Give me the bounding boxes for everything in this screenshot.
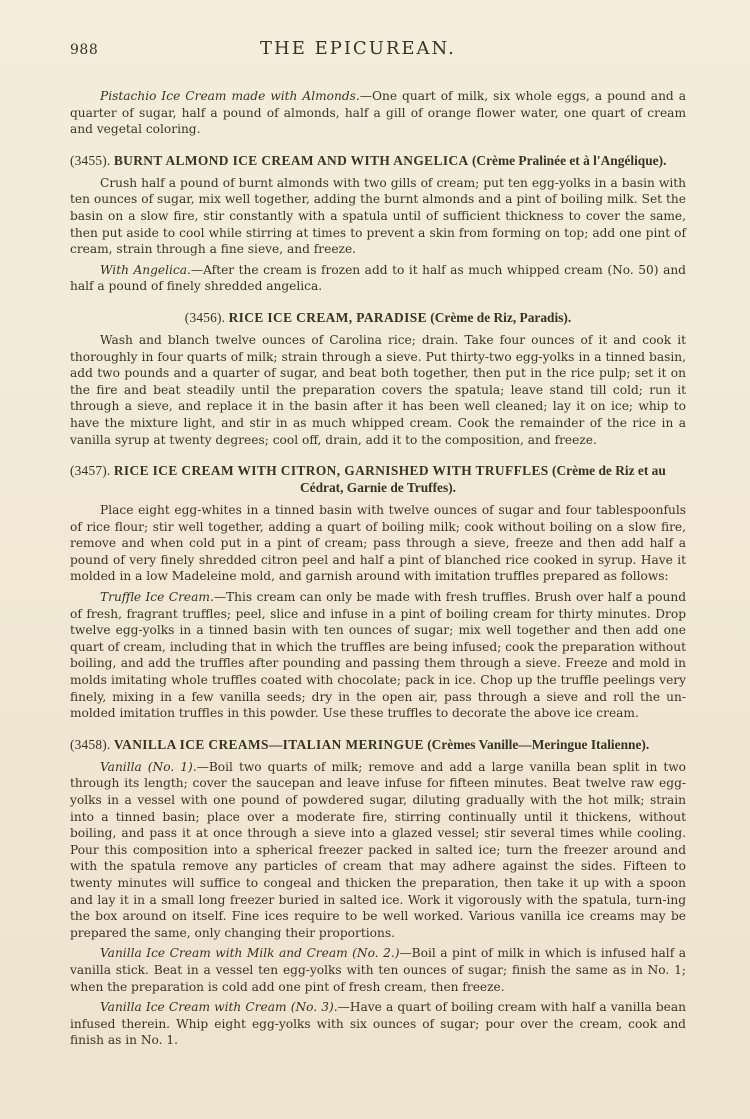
paragraph-text: —Have a quart of boiling cream with half a vanilla bean infused therein. Whip eight egg-yolks with six ounces of sugar; pour over the cream, cook and finish as in No. 1. — [70, 1000, 686, 1048]
intro-paragraph — [70, 88, 686, 138]
recipe-french-title: (Crème de Riz et au — [552, 463, 666, 479]
recipe-3455 — [70, 152, 686, 295]
recipe-title: RICE ICE CREAM WITH CITRON, GARNISHED WITH TRUFFLES — [113, 463, 549, 479]
recipe-french-title-continued: Cédrat, Garnie de Truffes). — [299, 480, 457, 496]
recipe-heading — [70, 462, 686, 496]
paragraph-lead: Vanilla Ice Cream with Cream (No. 3). — [100, 1000, 338, 1015]
recipe-number: (3457). — [70, 463, 111, 479]
paragraph-text: —This cream can only be made with fresh truffles. Brush over half a pound of fresh, fragrant truffles; peel, slice and infuse in a pint of boiling cream for thirty minutes. Drop twelve egg-yolks in a tinned basin with ten ounces of sugar; mix well together and then add one quart of cream, including that in which the truffles are being infused; cook the preparation without boiling, and add the truffles after pounding and passing them through a sieve. Freeze and mold in molds imitating whole truffles coated with chocolate; pack in ice. Chop up the truffle peelings very finely, mixing in a few vanilla seeds; dry in the open air, pass through a sieve and roll the un-molded imitation truffles in this powder. Use these truffles to decorate the above ice cream. — [70, 590, 686, 721]
recipe-paragraph — [70, 175, 686, 258]
recipe-paragraph — [70, 332, 686, 448]
recipe-3457 — [70, 462, 686, 722]
paragraph-lead: Vanilla Ice Cream with Milk and Cream (No. 2.) — [100, 946, 400, 961]
recipe-french-title: (Crème de Riz, Paradis). — [430, 309, 572, 325]
recipe-title: VANILLA ICE CREAMS—ITALIAN MERINGUE — [113, 736, 424, 752]
paragraph-text: —After the cream is frozen add to it half as much whipped cream (No. 50) and half a pound of finely shredded angelica. — [70, 262, 686, 294]
recipe-paragraph — [70, 502, 686, 585]
paragraph-text: —Boil a pint of milk in which is infused half a vanilla stick. Beat in a vessel ten egg-yolks with ten ounces of sugar; finish the same as in No. 1; when the preparation is cold add one pint of fresh cream, then freeze. — [70, 946, 686, 994]
recipe-paragraph — [70, 759, 686, 942]
recipe-paragraph — [70, 945, 686, 995]
paragraph-text: Wash and blanch twelve ounces of Carolina rice; drain. Take four ounces of it and cook it thoroughly in four quarts of milk; strain through a sieve. Put thirty-two egg-yolks in a tinned basin, add two pounds and a quarter of sugar, and beat both together, then put in the rice pulp; set it on the fire and beat steadily until the preparation covers the spatula; leave stand till cold; run it through a sieve, and replace it in the basin after it has been well cleaned; lay it on ice; whip to have the mixture light, and stir in as much whipped cream. Cook the remainder of the rice in a vanilla syrup at twenty degrees; cool off, drain, add it to the composition, and freeze. — [70, 332, 686, 447]
recipe-title: BURNT ALMOND ICE CREAM AND WITH ANGELICA — [113, 152, 469, 168]
recipe-paragraph — [70, 262, 686, 295]
page-number: 988 — [70, 42, 99, 58]
recipe-number: (3458). — [70, 736, 111, 752]
intro-lead: Pistachio Ice Cream made with Almonds. — [100, 89, 360, 103]
paragraph-lead: Vanilla (No. 1). — [100, 759, 197, 774]
running-title: THE EPICUREAN. — [260, 38, 456, 59]
recipe-3458 — [70, 736, 686, 1049]
paragraph-lead: Truffle Ice Cream. — [100, 590, 214, 605]
recipe-title: RICE ICE CREAM, PARADISE — [228, 309, 427, 325]
page-header — [70, 38, 686, 68]
recipe-number: (3456). — [184, 309, 226, 325]
recipe-heading — [70, 309, 686, 326]
recipe-french-title: (Crèmes Vanille—Meringue Italienne). — [427, 736, 650, 752]
paragraph-lead: With Angelica. — [100, 262, 191, 277]
recipe-paragraph — [70, 999, 686, 1049]
paragraph-text: Place eight egg-whites in a tinned basin with twelve ounces of sugar and four tablespoonfuls of rice flour; stir well together, adding a quart of boiling milk; cook without boiling on a slow fire, remove and when cold put in a pint of cream; pass through a sieve, freeze and then add half a pound of very finely shredded citron peel and half a pint of blanched rice cooked in syrup. Have it molded in a low Madeleine mold, and garnish around with imitation truffles prepared as follows: — [70, 503, 686, 584]
intro-text: —One quart of milk, six whole eggs, a pound and a quarter of sugar, half a pound of almonds, half a gill of orange flower water, one quart of cream and vegetal coloring. — [70, 89, 686, 137]
recipe-french-title: (Crème Pralinée et à l'Angélique). — [471, 152, 667, 168]
paragraph-text: —Boil two quarts of milk; remove and add a large vanilla bean split in two through its length; cover the saucepan and leave infuse for fifteen minutes. Beat twelve raw egg-yolks in a vessel with one pound of powdered sugar, diluting gradually with the hot milk; strain into a tinned basin; place over a moderate fire, stirring continually until it thickens, without boiling, and pass it at once through a sieve into a glazed vessel; stir several times while cooling. Pour this composition into a spherical freezer packed in salted ice; turn the freezer around and with the spatula remove any particles of cream that may adhere against the sides. Fifteen to twenty minutes will suffice to congeal and thicken the preparation, then take it up with a spoon and lay it in a small long freezer buried in salted ice. Work it vigorously with the spatula, turn-ing the box around on itself. Fine ices require to be well worked. Various vanilla ice creams may be prepared the same, only changing their proportions. — [70, 759, 687, 940]
recipe-3456 — [70, 309, 686, 448]
recipe-paragraph — [70, 589, 686, 722]
recipe-number: (3455). — [70, 152, 111, 168]
recipe-heading — [70, 152, 686, 169]
recipe-heading — [70, 736, 686, 753]
paragraph-text: Crush half a pound of burnt almonds with two gills of cream; put ten egg-yolks in a basin with ten ounces of sugar, mix well together, adding the burnt almonds and a pint of boiling milk. Set the basin on a slow fire, stir constantly with a spatula until of sufficient thickness to cover the same, then put aside to cool while stirring at times to prevent a skin from forming on top; add one pint of cream, strain through a fine sieve, and freeze. — [70, 175, 686, 257]
